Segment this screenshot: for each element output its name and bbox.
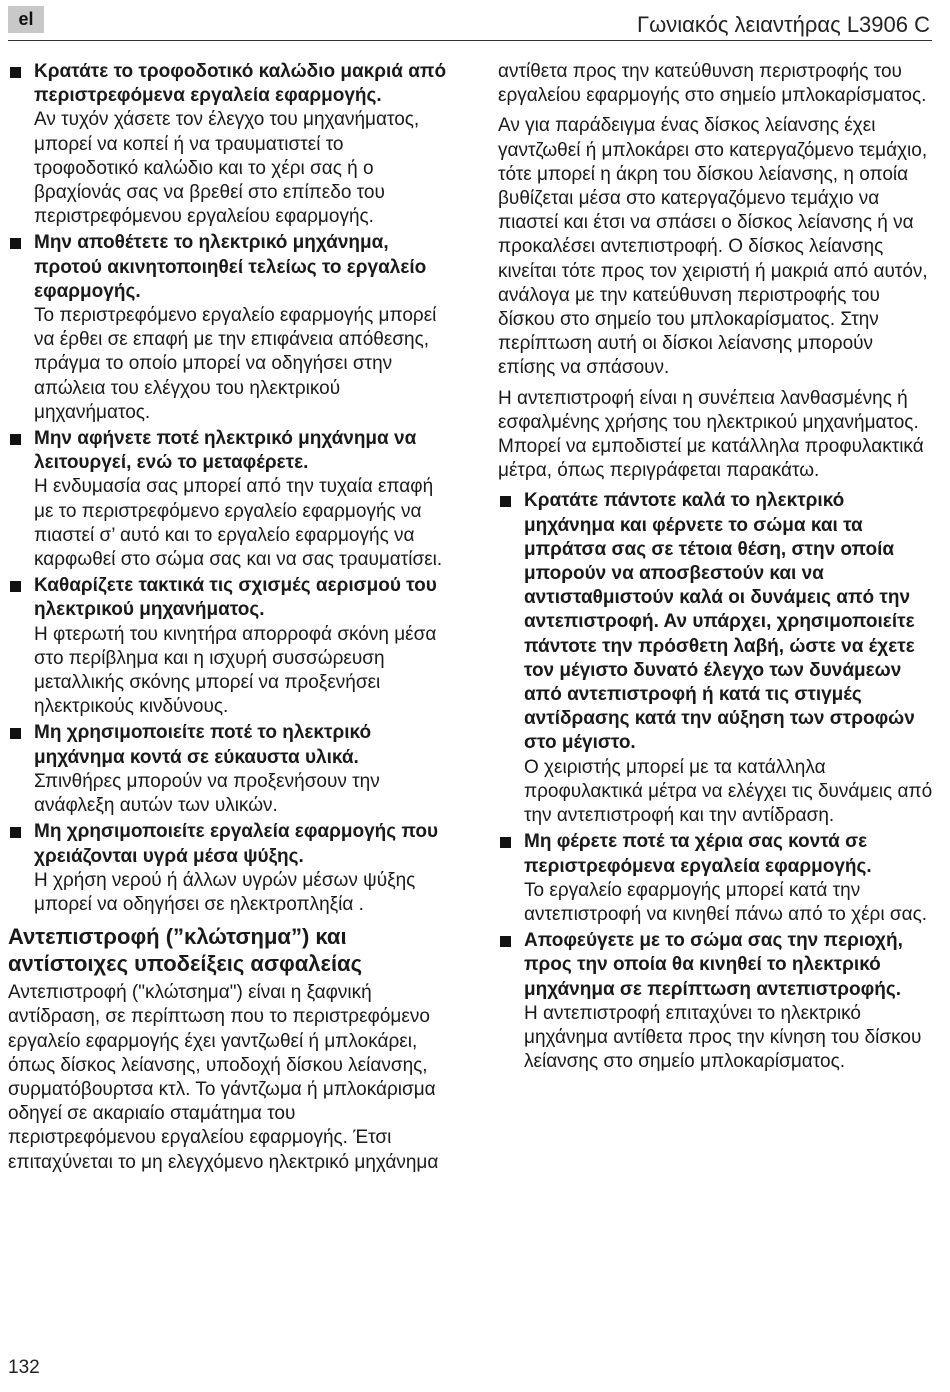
body-paragraph: αντίθετα προς την κατεύθυνση περιστροφής του εργαλείου εφαρμογής στο σημείο μπλοκαρίσματος.: [498, 61, 927, 107]
safety-item-body: Σπινθήρες μπορούν να προξενήσουν την ανάφλεξη αυτών των υλικών.: [34, 770, 380, 817]
safety-item-title: Αποφεύγετε με το σώμα σας την περιοχή, προς την οποία θα κινηθεί το ηλεκτρικό μηχάνημα σε περίπτωση αντεπιστροφής.: [524, 930, 903, 1000]
safety-item-title: Μη χρησιμοποιείτε ποτέ το ηλεκτρικό μηχάνημα κοντά σε εύκαυστα υλικά.: [34, 722, 372, 768]
safety-item: [8, 427, 448, 572]
safety-item: [8, 574, 448, 719]
section-heading: Αντεπιστροφή (”κλώτσημα”) και αντίστοιχες υποδείξεις ασφαλείας: [8, 924, 363, 977]
body-paragraph: Η αντεπιστροφή είναι η συνέπεια λανθασμένης ή εσφαλμένης χρήσης του ηλεκτρικού μηχανήματος. Μπορεί να εμποδιστεί με κατάλληλα προφυλακτικά μέτρα, όπως περιγράφεται παρακάτω.: [498, 387, 924, 482]
square-bullet-icon: [10, 827, 21, 838]
safety-item: [498, 489, 934, 828]
safety-item-title: Μη χρησιμοποιείτε εργαλεία εφαρμογής που χρειάζονται υγρά μέσα ψύξης.: [34, 821, 439, 867]
safety-item-title: Κρατάτε πάντοτε καλά το ηλεκτρικό μηχάνημα και φέρνετε το σώμα και τα μπράτσα σας σε τέτοια θέση, στην οποία μπορούν να αποσβεστούν και να αντισταθμιστούν καλά οι δυνάμεις από την αντεπιστροφή. Αν υπάρχει, χρησιμοποιείτε πάντοτε την πρόσθετη λαβή, ώστε να έχετε τον μέγιστο δυνατό έλεγχο των δυνάμεων από αντεπιστροφή ή κατά τις στιγμές αντίδρασης κατά την αύξηση των στροφών στο μέγιστο.: [524, 490, 915, 754]
square-bullet-icon: [500, 936, 511, 947]
safety-item: [8, 231, 448, 425]
square-bullet-icon: [10, 728, 21, 739]
language-tag: el: [8, 6, 44, 33]
safety-item-body: Ο χειριστής μπορεί με τα κατάλληλα προφυλακτικά μέτρα να ελέγχει τις δυνάμεις από την αντεπιστροφή και την αντίδραση.: [524, 756, 933, 827]
safety-item-body: Αν τυχόν χάσετε τον έλεγχο του μηχανήματος, μπορεί να κοπεί ή να τραυματιστεί το τροφοδοτικό καλώδιο και το χέρι σας ή ο βραχίονάς σας να βρεθεί στο επίπεδο του περιστρεφόμενου εργαλείου εφαρμογής.: [34, 109, 420, 228]
safety-item-title: Καθαρίζετε τακτικά τις σχισμές αερισμού του ηλεκτρικού μηχανήματος.: [34, 575, 437, 621]
safety-item: [498, 929, 934, 1074]
square-bullet-icon: [10, 238, 21, 249]
safety-item-title: Μη φέρετε ποτέ τα χέρια σας κοντά σε περιστρεφόμενα εργαλεία εφαρμογής.: [524, 831, 872, 877]
section-paragraph: Αντεπιστροφή ("κλώτσημα") είναι η ξαφνική αντίδραση, σε περίπτωση που το περιστρεφόμενο εργαλείο εφαρμογής έχει γαντζωθεί ή μπλοκάρει, όπως δίσκος λείανσης, υποδοχή δίσκου λείανσης, συρματόβουρτσα κτλ. Το γάντζωμα ή μπλοκάρισμα οδηγεί σε ακαριαίο σταμάτημα του περιστρεφόμενου εργαλείου εφαρμογής. Έτσι επιταχύνεται το μη ελεγχόμενο ηλεκτρικό μηχάνημα: [8, 982, 439, 1173]
safety-item: [8, 721, 448, 818]
right-column: [498, 60, 934, 1076]
safety-item: [498, 830, 934, 927]
square-bullet-icon: [10, 67, 21, 78]
square-bullet-icon: [500, 496, 511, 507]
body-paragraph: Αν για παράδειγμα ένας δίσκος λείανσης έχει γαντζωθεί ή μπλοκάρει στο κατεργαζόμενο τεμάχιο, τότε μπορεί η άκρη του δίσκου λείανσης, η οποία βυθίζεται μέσα στο κατεργαζόμενο τεμάχιο να πιαστεί και έτσι να σπάσει ο δίσκος λείανσης ή να προκαλέσει αντεπιστροφή. Ο δίσκος λείανσης κινείται τότε προς τον χειριστή ή μακριά από αυτόν, ανάλογα με την κατεύθυνση περιστροφής του δίσκου στο σημείο του μπλοκαρίσματος. Στην περίπτωση αυτή οι δίσκοι λείανσης μπορούν επίσης να σπάσουν.: [498, 115, 928, 379]
safety-item-body: Η χρήση νερού ή άλλων υγρών μέσων ψύξης μπορεί να οδηγήσει σε ηλεκτροπληξία .: [34, 869, 416, 915]
safety-item-body: Η φτερωτή του κινητήρα απορροφά σκόνη μέσα στο περίβλημα και η ισχυρή συσσώρευση μεταλλικής σκόνης μπορεί να προξενήσει ηλεκτρικούς κινδύνους.: [34, 623, 437, 718]
safety-item-body: Η ενδυμασία σας μπορεί από την τυχαία επαφή με το περιστρεφόμενο εργαλείο εφαρμογής να πιαστεί σ’ αυτό και το εργαλείο εφαρμογής να καρφωθεί στο σώμα σας και να σας τραυματίσει.: [34, 476, 443, 571]
safety-item-title: Μην αποθέτετε το ηλεκτρικό μηχάνημα, προτού ακινητοποιηθεί τελείως το εργαλείο εφαρμογής.: [34, 232, 427, 302]
safety-item: [8, 60, 448, 229]
safety-item-body: Το περιστρεφόμενο εργαλείο εφαρμογής μπορεί να έρθει σε επαφή με την επιφάνεια απόθεσης, πράγμα το οποίο μπορεί να οδηγήσει στην απώλεια του ελέγχου του ηλεκτρικού μηχανήματος.: [34, 305, 437, 423]
safety-item-title: Κρατάτε το τροφοδοτικό καλώδιο μακριά από περιστρεφόμενα εργαλεία εφαρμογής.: [34, 61, 447, 107]
page-number: 132: [8, 1357, 40, 1378]
safety-item-body: Το εργαλείο εφαρμογής μπορεί κατά την αντεπιστροφή να κινηθεί πάνω από το χέρι σας.: [524, 879, 928, 925]
header-divider: [8, 40, 932, 41]
header-title: Γωνιακός λειαντήρας L3906 C: [636, 12, 930, 37]
safety-item-body: Η αντεπιστροφή επιταχύνει το ηλεκτρικό μηχάνημα αντίθετα προς την κίνηση του δίσκου λείανσης στο σημείο μπλοκαρίσματος.: [524, 1002, 922, 1073]
square-bullet-icon: [10, 581, 21, 592]
square-bullet-icon: [10, 434, 21, 445]
left-column: [8, 60, 448, 1181]
safety-item-title: Μην αφήνετε ποτέ ηλεκτρικό μηχάνημα να λειτουργεί, ενώ το μεταφέρετε.: [34, 428, 417, 474]
safety-item: [8, 820, 448, 917]
square-bullet-icon: [500, 837, 511, 848]
